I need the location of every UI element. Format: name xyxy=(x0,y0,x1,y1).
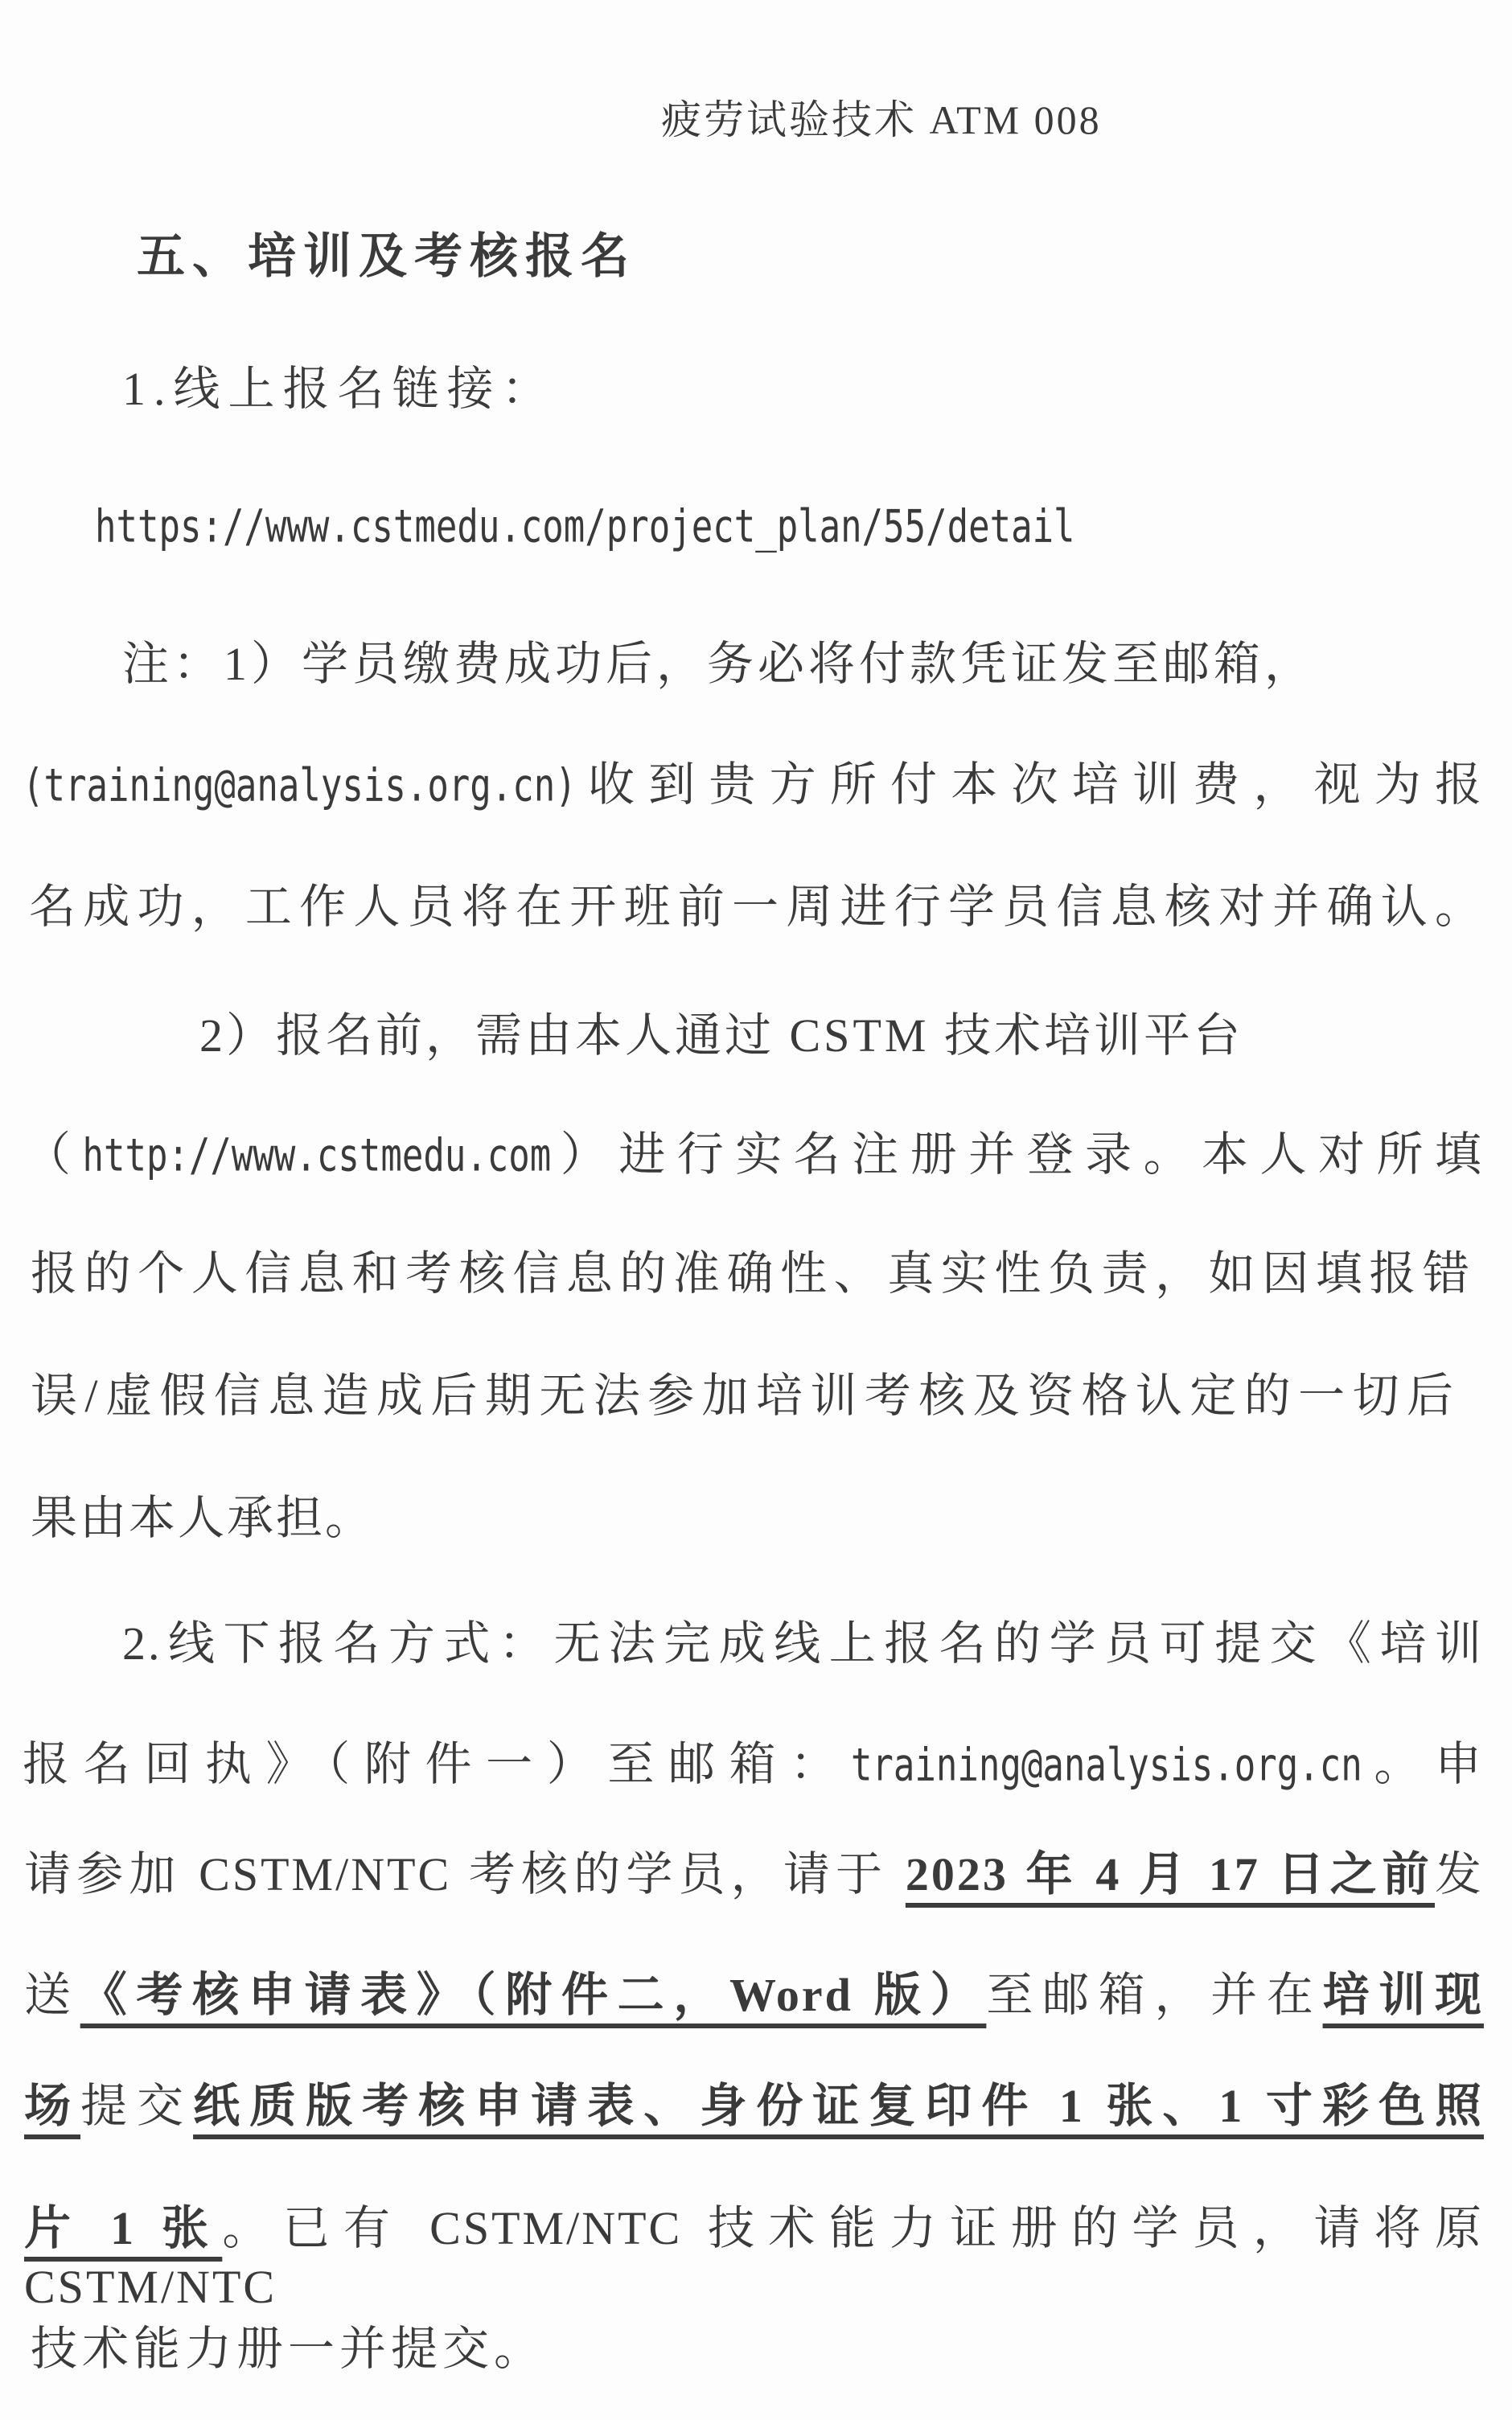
note-1-line-3 xyxy=(29,878,1484,937)
doc-header-text: 疲劳试验技术 ATM 008 xyxy=(661,97,1102,142)
text-segment: 名成功，工作人员将在开班前一周进行学员信息核对并确认。 xyxy=(29,881,1484,933)
email-address: (training@analysis.org.cn) xyxy=(23,759,577,812)
online-reg-url xyxy=(95,497,1075,556)
note-2-line-2 xyxy=(24,1126,1484,1185)
offline-reg-line-1 xyxy=(122,1615,1484,1674)
section-title-text: 五、培训及考核报名 xyxy=(137,230,636,283)
text-segment: 。已有 CSTM/NTC 技术能力证册的学员，请将原 CSTM/NTC xyxy=(24,2202,1484,2313)
text-segment: （ xyxy=(24,1128,83,1181)
note-2-line-4 xyxy=(31,1367,1456,1426)
form-name-emphasis: 《考核申请表》（附件二，Word 版） xyxy=(80,1969,987,2021)
offline-reg-line-2 xyxy=(23,1736,1484,1794)
text-segment: 请参加 CSTM/NTC 考核的学员，请于 xyxy=(24,1848,906,1900)
text-segment: 技术能力册一并提交。 xyxy=(31,2323,546,2375)
text-segment: 注：1）学员缴费成功后，务必将付款凭证发至邮箱， xyxy=(122,638,1316,690)
registration-url-text: https://www.cstmedu.com/project_plan/55/detail xyxy=(95,500,1075,553)
text-segment: 送 xyxy=(24,1969,80,2021)
doc-header xyxy=(661,95,1102,146)
email-address: training@analysis.org.cn xyxy=(850,1739,1362,1792)
platform-url: http://www.cstmedu.com xyxy=(82,1129,552,1182)
note-1-line-1 xyxy=(122,635,1315,694)
text-segment: 收到贵方所付本次培训费，视为报 xyxy=(576,758,1484,811)
text-segment: 报名回执》（附件一）至邮箱： xyxy=(23,1738,851,1790)
note-2-line-1 xyxy=(199,1007,1243,1066)
deadline-emphasis: 2023 年 4 月 17 日之前 xyxy=(905,1848,1435,1900)
offline-reg-line-7 xyxy=(31,2320,545,2379)
text-segment: 2.线下报名方式：无法完成线上报名的学员可提交《培训 xyxy=(122,1617,1484,1670)
text-segment: 报的个人信息和考核信息的准确性、真实性负责，如因填报错 xyxy=(31,1247,1472,1300)
online-reg-heading-text: 1.线上报名链接： xyxy=(122,363,557,415)
offline-reg-line-6 xyxy=(24,2200,1484,2316)
note-2-line-5 xyxy=(31,1489,374,1548)
photo-emphasis: 片 1 张 xyxy=(24,2202,223,2254)
offline-reg-line-3 xyxy=(24,1846,1484,1904)
note-1-line-2 xyxy=(23,756,1484,815)
onsite-emphasis: 培训现 xyxy=(1322,1969,1484,2021)
note-2-line-3 xyxy=(31,1245,1472,1304)
text-segment: 至邮箱，并在 xyxy=(986,1969,1323,2021)
onsite-emphasis: 场 xyxy=(24,2080,81,2132)
text-segment: 2）报名前，需由本人通过 CSTM 技术培训平台 xyxy=(199,1009,1243,1062)
online-reg-heading xyxy=(122,360,557,419)
materials-emphasis: 纸质版考核申请表、身份证复印件 1 张、1 寸彩色照 xyxy=(193,2080,1484,2132)
text-segment: ）进行实名注册并登录。本人对所填 xyxy=(551,1128,1484,1181)
section-title xyxy=(137,227,636,287)
text-segment: 。申 xyxy=(1362,1738,1484,1790)
text-segment: 提交 xyxy=(80,2080,194,2132)
offline-reg-line-4 xyxy=(24,1966,1484,2025)
text-segment: 误/虚假信息造成后期无法参加培训考核及资格认定的一切后 xyxy=(31,1370,1456,1422)
text-segment: 果由本人承担。 xyxy=(31,1492,375,1544)
offline-reg-line-5 xyxy=(24,2077,1484,2136)
text-segment: 发 xyxy=(1434,1848,1484,1900)
